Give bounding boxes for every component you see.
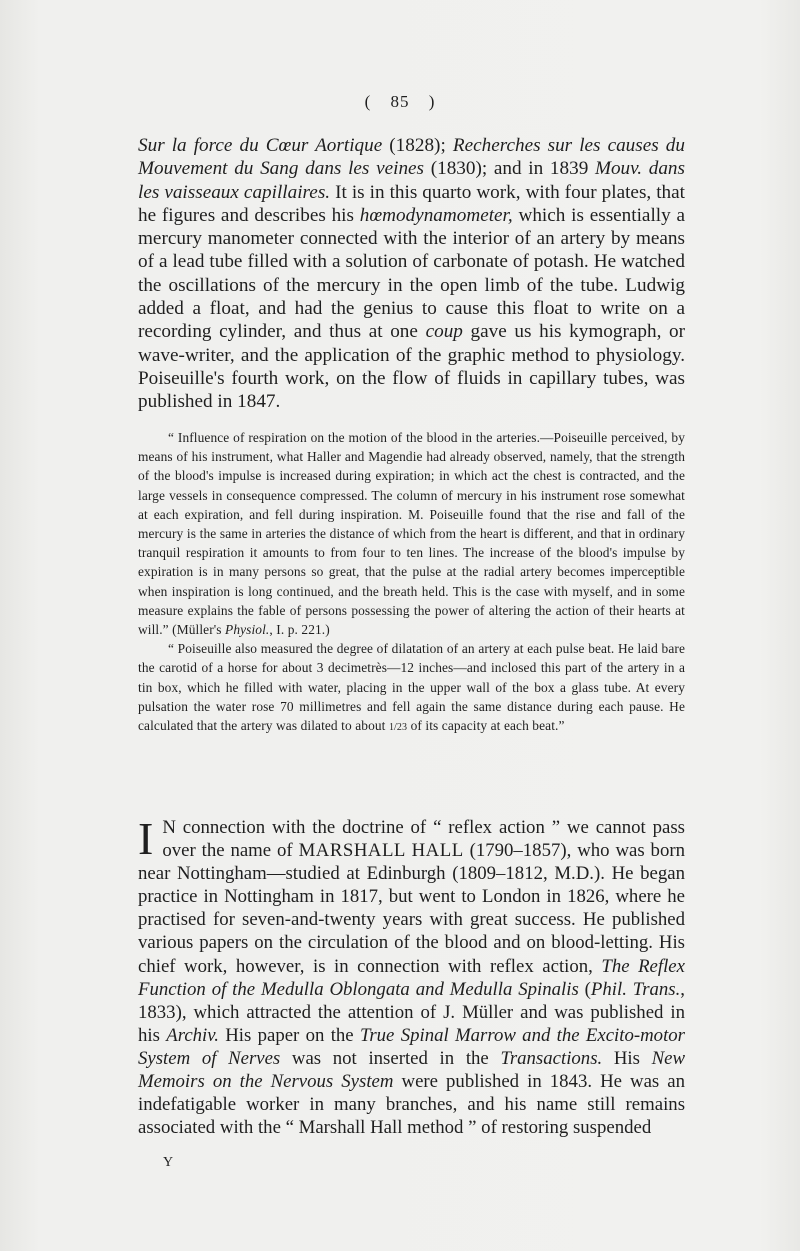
italic-title: Mouv. dans les vaisseaux capillaires.: [138, 158, 685, 203]
italic-title: Phil. Trans.: [590, 978, 681, 1000]
quote-text: “ Poiseuille also measured the degree of dilatation of an artery at each pulse beat. He laid bare the carotid of a horse for about 3 decimetrès—12 inches—and inclosed this part of the artery in a tin box, which he filled with water, placing in the upper wall of the box a glass tube. At every pulsation the water rose 70 millimetres and fell again the same distance during each pause. He calculated that the artery was dilated to about: [138, 641, 685, 734]
quote-text: of its capacity at each beat.”: [407, 718, 565, 734]
italic-title: The Reflex Function of the Medulla Oblongata and Medulla Spinalis: [138, 955, 685, 1000]
italic-title: New Memoirs on the Nervous System: [138, 1047, 686, 1093]
italic-title: Recherches sur les causes du Mouvement du Sang dans les veines: [138, 135, 685, 180]
quote-paragraph-respiration: [138, 428, 685, 639]
text-run: (1790–1857), who was born near Nottingham—studied at Edinburgh (1809–1812, M.D.). He began practice in Nottingham in 1817, but went to London in 1826, where he practised for seven-and-twenty years with great success. He published various papers on the circulation of the blood and on blood-letting. His chief work, however, is in connection with reflex action,: [138, 840, 685, 977]
text-run: His paper on the: [218, 1024, 360, 1046]
paragraph-marshall-hall: [138, 813, 686, 1139]
quote-paragraph-dilatation: [138, 639, 685, 737]
drop-cap: I: [138, 813, 154, 864]
italic-title: Transactions.: [500, 1047, 603, 1069]
quote-text: “ Influence of respiration on the motion of the blood in the arteries.—Poiseuille perceived, by means of his instrument, what Haller and Magendie had already observed, namely, that the strength of the blood's impulse is increased during expiration; in which act the chest is contracted, and the large vessels in consequence compressed. The column of mercury in his instrument rose somewhat at each expiration, and fell during inspiration. M. Poiseuille found that the rise and fall of the mercury is the same in arteries the distance of which from the heart is different, and that in ordinary tranquil respiration it amounts to from four to ten lines. The increase of the blood's impulse by expiration is in many persons so great, that the pulse at the radial artery becomes imperceptible when inspiration is long continued, and the breath held. This is the case with myself, and in some measure explains the fable of persons possessing the power of altering the action of their hearts at will.” (Müller's: [138, 430, 685, 638]
quote-text: , I. p. 221.): [269, 622, 330, 638]
paragraph-text: [138, 813, 686, 1139]
text-run: It is in this quarto work, with four plates, that he figures and describes his: [138, 181, 685, 226]
text-run: which is essentially a mercury manometer connected with the interior of an artery by means of a lead tube filled with a solution of carbonate of potash. He watched the oscillations of the mercury in the open limb of the tube. Ludwig added a float, and had the genius to cause this float to write on a recording cylinder, and thus at one: [138, 204, 685, 343]
page-number-header: ( 85 ): [364, 92, 436, 111]
text-run: N connection with the doctrine of “ reflex action ” we cannot pass over the name of: [162, 817, 685, 862]
person-name: MARSHALL HALL: [298, 840, 464, 862]
text-run: was not inserted in the: [280, 1047, 501, 1069]
paragraph-text: [138, 134, 685, 414]
text-run: (1830); and in 1839: [424, 158, 595, 180]
italic-title: Archiv.: [166, 1024, 219, 1046]
text-run: , 1833), which attracted the attention of J. Müller and was published in his: [138, 978, 685, 1046]
block-quote: [138, 428, 685, 737]
italic-term: coup: [425, 321, 463, 343]
text-run: (: [578, 978, 591, 1000]
text-run: were published in 1843. He was an indefatigable worker in many branches, and his name still remains associated with the “ Marshall Hall method ” of restoring suspended: [138, 1071, 686, 1139]
italic-title: True Spinal Marrow and the Excito-motor System of Nerves: [138, 1024, 685, 1069]
signature-mark: Y: [163, 1155, 175, 1170]
text-run: His: [602, 1047, 652, 1069]
italic-title: Sur la force du Cœur Aortique: [138, 135, 383, 156]
paragraph-poiseuille-works: [138, 134, 685, 414]
quote-citation-title: Physiol.: [225, 622, 270, 638]
text-run: (1828);: [382, 135, 453, 156]
text-run: gave us his kymograph, or wave-writer, and the application of the graphic method to physiology. Poiseuille's fourth work, on the flow of fluids in capillary tubes, was published in 1847.: [138, 321, 685, 413]
italic-term: hœmodynamometer,: [359, 204, 513, 226]
fraction: 1/23: [388, 722, 408, 734]
